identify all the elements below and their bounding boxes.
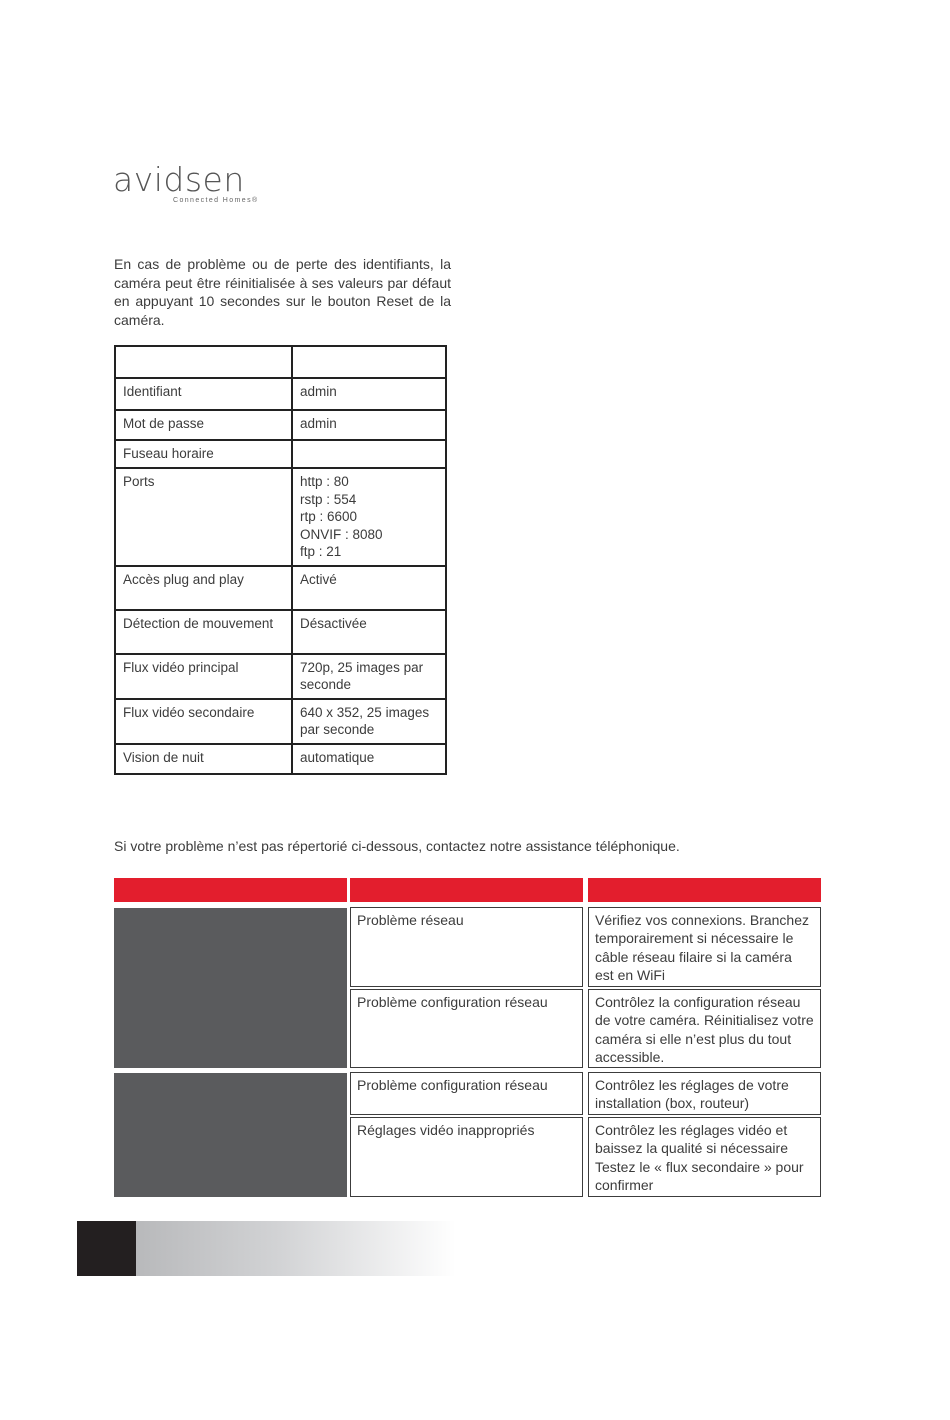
- setting-value: admin: [292, 378, 446, 410]
- page-number-block: [77, 1221, 136, 1276]
- setting-value: http : 80 rstp : 554 rtp : 6600 ONVIF : 8080 ftp : 21: [292, 468, 446, 566]
- setting-label: Détection de mouvement: [115, 610, 292, 654]
- solution-cell: Contrôlez la configuration réseau de votre caméra. Réinitialisez votre caméra si elle n’est plus du tout accessible.: [588, 989, 821, 1068]
- setting-label: Identifiant: [115, 378, 292, 410]
- setting-value: Activé: [292, 566, 446, 610]
- table-row: [115, 440, 446, 468]
- logo-tagline: Connected Homes®: [173, 197, 259, 204]
- setting-label: Vision de nuit: [115, 744, 292, 774]
- setting-value: automatique: [292, 744, 446, 774]
- table-row: [115, 610, 446, 654]
- cause-cell: Réglages vidéo inappropriés: [350, 1117, 583, 1197]
- default-settings-table: [114, 345, 447, 775]
- header-cell: [292, 346, 446, 378]
- cause-cell: Problème réseau: [350, 907, 583, 987]
- table-row: [115, 699, 446, 744]
- brand-logo: [113, 162, 273, 210]
- footer-gradient-bar: [136, 1221, 456, 1276]
- cause-cell: Problème configuration réseau: [350, 1072, 583, 1115]
- setting-label: Mot de passe: [115, 410, 292, 440]
- setting-value: Désactivée: [292, 610, 446, 654]
- header-solution: [588, 878, 821, 902]
- table-row: [115, 566, 446, 610]
- solution-cell: Vérifiez vos connexions. Branchez temporairement si nécessaire le câble réseau filaire si la caméra est en WiFi: [588, 907, 821, 987]
- logo-word: avidsen: [113, 160, 245, 199]
- problem-cell: [114, 908, 347, 1068]
- setting-label: Flux vidéo secondaire: [115, 699, 292, 744]
- table-header-row: [115, 346, 446, 378]
- reset-instructions: En cas de problème ou de perte des identifiants, la caméra peut être réinitialisée à ses valeurs par défaut en appuyant 10 secondes sur le bouton Reset de la caméra.: [114, 256, 451, 328]
- header-problem: [114, 878, 347, 902]
- setting-value: admin: [292, 410, 446, 440]
- setting-label: Ports: [115, 468, 292, 566]
- table-row: [115, 468, 446, 566]
- table-row: [115, 410, 446, 440]
- table-row: [115, 654, 446, 699]
- setting-label: Flux vidéo principal: [115, 654, 292, 699]
- table-row: [115, 378, 446, 410]
- header-cell: [115, 346, 292, 378]
- solution-cell: Contrôlez les réglages de votre installation (box, routeur): [588, 1072, 821, 1115]
- problem-cell: [114, 1073, 347, 1197]
- setting-value: [292, 440, 446, 468]
- setting-label: Fuseau horaire: [115, 440, 292, 468]
- support-note: Si votre problème n’est pas répertorié ci-dessous, contactez notre assistance téléphonique.: [114, 838, 680, 854]
- setting-value: 640 x 352, 25 images par seconde: [292, 699, 446, 744]
- cause-cell: Problème configuration réseau: [350, 989, 583, 1068]
- setting-value: 720p, 25 images par seconde: [292, 654, 446, 699]
- solution-cell: Contrôlez les réglages vidéo et baissez la qualité si nécessaire Testez le « flux secondaire » pour confirmer: [588, 1117, 821, 1197]
- setting-label: Accès plug and play: [115, 566, 292, 610]
- table-row: [115, 744, 446, 774]
- header-cause: [350, 878, 583, 902]
